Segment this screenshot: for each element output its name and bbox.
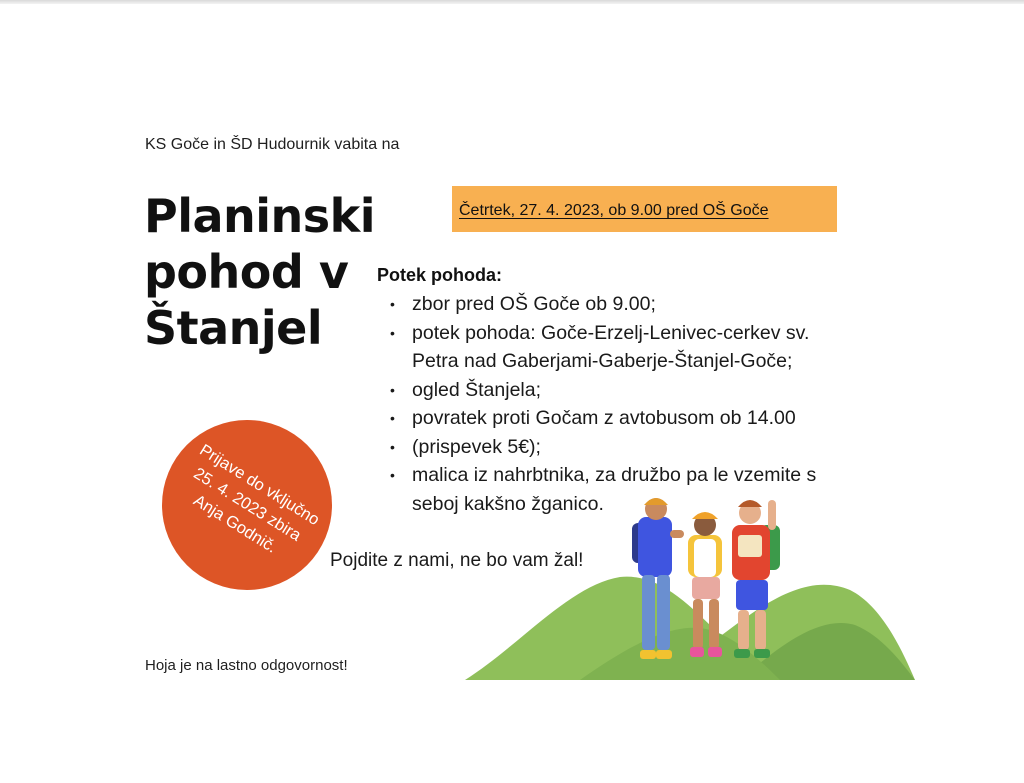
list-item-text: malica iz nahrbtnika, za družbo pa le vzemite s seboj kakšno žganico. (412, 464, 817, 515)
registration-text: Prijave do vključno 25. 4. 2023 zbira Anja Godnič. (190, 440, 323, 557)
date-banner (452, 186, 837, 232)
list-item (386, 433, 856, 462)
bullet-icon: • (390, 381, 395, 398)
registration-circle (162, 420, 332, 590)
bullet-icon: • (390, 324, 395, 341)
title-line: Planinski (144, 189, 376, 243)
list-item-text: zbor pred OŠ Goče ob 9.00; (412, 293, 656, 315)
closing-text: Pojdite z nami, ne bo vam žal! (330, 550, 584, 571)
list-item (386, 290, 856, 319)
list-item (386, 404, 856, 433)
bullet-icon: • (390, 438, 395, 455)
list-item-text: (prispevek 5€); (412, 435, 541, 458)
list-item-text: potek pohoda: Goče-Erzelj-Lenivec-cerkev sv. Petra nad Gaberjami-Gaberje-Štanjel-Goče; (412, 321, 810, 372)
disclaimer-text: Hoja je na lastno odgovornost! (145, 657, 348, 674)
list-item (386, 376, 856, 405)
page-title (144, 188, 404, 356)
list-item (386, 319, 856, 376)
title-line: pohod v (144, 245, 349, 299)
hikers-on-hills-illustration (460, 495, 920, 685)
bullet-icon: • (390, 467, 395, 483)
organizers-text: KS Goče in ŠD Hudournik vabita na (145, 136, 400, 153)
bullet-icon: • (390, 410, 395, 426)
top-edge (0, 0, 1024, 4)
title-line: Štanjel (144, 301, 323, 355)
date-text: Četrtek, 27. 4. 2023, ob 9.00 pred OŠ Goče (459, 202, 769, 219)
list-item-text: ogled Štanjela; (412, 378, 542, 401)
list-item-text: povratek proti Gočam z avtobusom ob 14.00 (412, 407, 796, 429)
route-heading: Potek pohoda: (377, 265, 502, 285)
bullet-icon: • (390, 296, 395, 312)
route-list (386, 290, 856, 518)
